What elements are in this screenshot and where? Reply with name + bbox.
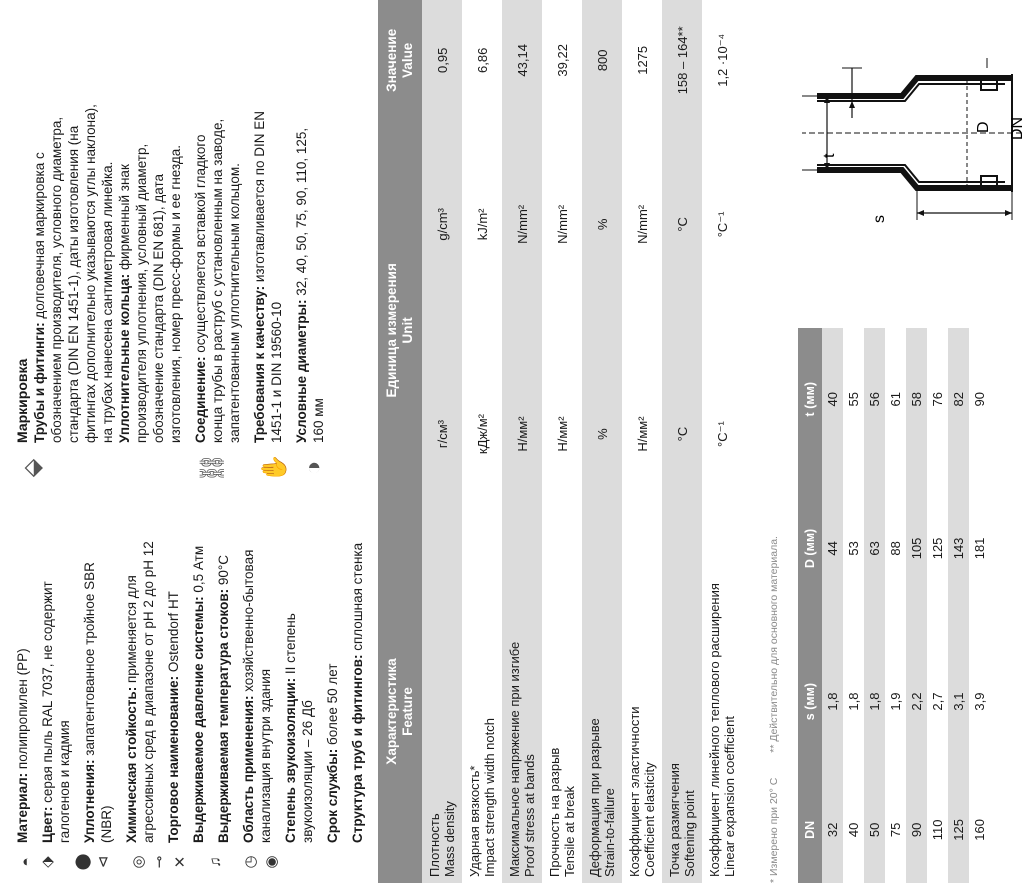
dims-cell: 110 bbox=[927, 777, 948, 883]
dims-cell: 55 bbox=[843, 328, 864, 470]
value-header: Значение Value bbox=[378, 0, 422, 121]
property-row bbox=[622, 0, 662, 883]
spec-chemical: Химическая стойкость: применяется для агрессивных сред в диапазоне от pH 2 до pH 12 bbox=[124, 541, 156, 843]
property-unit-en: °C⁻¹ bbox=[702, 121, 742, 329]
gauge-icon: ◎ bbox=[130, 855, 147, 869]
drawing-label-d: D bbox=[975, 121, 992, 133]
dims-cell: 61 bbox=[885, 328, 906, 470]
property-row bbox=[582, 0, 622, 883]
property-value: 6,86 bbox=[462, 0, 502, 121]
dims-cell: 58 bbox=[906, 328, 927, 470]
target-icon: ◉ bbox=[263, 855, 280, 869]
dims-cell: 90 bbox=[969, 328, 990, 470]
property-unit-ru: Н/мм² bbox=[542, 328, 582, 540]
property-feature: Коэффициент линейного теплового расширения Linear expansion coefficient bbox=[702, 540, 742, 883]
property-unit-ru: % bbox=[582, 328, 622, 540]
dims-row bbox=[906, 328, 927, 883]
spec-icons bbox=[18, 847, 280, 877]
dims-row bbox=[885, 328, 906, 883]
property-unit-en: N/mm² bbox=[542, 121, 582, 329]
dims-header-cell: D (мм) bbox=[798, 470, 822, 626]
property-unit-en: % bbox=[582, 121, 622, 329]
drawing-label-dn: DN bbox=[1009, 116, 1026, 140]
hand-icon: ✋ bbox=[261, 453, 288, 483]
spec-lifetime: Срок службы: более 50 лет bbox=[325, 663, 340, 843]
footnotes bbox=[768, 514, 780, 883]
property-row bbox=[702, 0, 742, 883]
property-unit-en: kJ/m² bbox=[462, 121, 502, 329]
dims-cell: 143 bbox=[948, 470, 969, 626]
property-feature: Точка размягчения Softening point bbox=[662, 540, 702, 883]
property-unit-ru: г/см³ bbox=[422, 328, 462, 540]
dims-cell: 3,9 bbox=[969, 626, 990, 776]
spec-sound: Степень звукоизоляции: II степень звукоизоляции – 26 Дб bbox=[283, 613, 315, 843]
dims-header-cell: s (мм) bbox=[798, 626, 822, 776]
property-value: 1,2 ·10⁻⁴ bbox=[702, 0, 742, 121]
property-value: 39,22 bbox=[542, 0, 582, 121]
property-unit-en: °C bbox=[662, 121, 702, 329]
sound-icon: ♫ bbox=[207, 856, 224, 868]
property-unit-ru: °С⁻¹ bbox=[702, 328, 742, 540]
dims-row bbox=[927, 328, 948, 883]
dims-cell: 56 bbox=[864, 328, 885, 470]
quality-text: Требования к качеству: изготавливается по DIN EN 1451-1 и DIN 19560-10 bbox=[252, 110, 284, 443]
marking-rings: Уплотнительные кольца: фирменный знак производителя уплотнения, условный диаметр, обозначение стандарта (DIN EN 681), дата изготовления, номер пресс-формы и ее гнезда. bbox=[117, 143, 183, 443]
drawing-label-s: s bbox=[871, 215, 888, 223]
dims-row bbox=[969, 328, 990, 883]
property-feature: Прочность на разрыв Tensile at break bbox=[542, 540, 582, 883]
spec-color: Цвет: серая пыль RAL 7037, не содержит галогенов и кадмия bbox=[40, 581, 72, 843]
pipe-icon: ⊲ bbox=[95, 855, 112, 869]
dims-row bbox=[822, 328, 843, 883]
spec-structure: Структура труб и фитингов: сплошная стенка bbox=[350, 542, 365, 843]
dims-cell: 75 bbox=[885, 777, 906, 883]
spec-seals: Уплотнения: запатентованное тройное SBR (NBR) bbox=[82, 562, 114, 843]
dims-cell: 53 bbox=[843, 470, 864, 626]
property-unit-ru: °С bbox=[662, 328, 702, 540]
dims-row bbox=[948, 328, 969, 883]
marking-pipes: Трубы и фитинги: долговечная маркировка с обозначением производителя, условного диаметра, стандарта (DIN EN 1451-1), даты изготовления (на фитингах дополнительно указываются углы наклона), на трубах нанесена сантиметровая линейка. bbox=[32, 104, 115, 443]
properties-header bbox=[378, 0, 422, 883]
property-feature: Ударная вязкость* Impact strength width notch bbox=[462, 540, 502, 883]
seal-icon: ⬤ bbox=[74, 853, 91, 871]
property-row bbox=[542, 0, 582, 883]
property-unit-en: N/mm² bbox=[502, 121, 542, 329]
dims-cell: 1,8 bbox=[843, 626, 864, 776]
property-feature: Деформация при разрыве Strain-to-failure bbox=[582, 540, 622, 883]
property-row bbox=[662, 0, 702, 883]
property-unit-ru: кДж/м² bbox=[462, 328, 502, 540]
dims-cell: 88 bbox=[885, 470, 906, 626]
property-value: 800 bbox=[582, 0, 622, 121]
dims-cell: 160 bbox=[969, 777, 990, 883]
dims-cell: 76 bbox=[927, 328, 948, 470]
pipe-socket-drawing bbox=[792, 8, 1027, 228]
dims-cell: 125 bbox=[927, 470, 948, 626]
dims-cell: 181 bbox=[969, 470, 990, 626]
dims-cell: 63 bbox=[864, 470, 885, 626]
marking-column bbox=[14, 103, 335, 443]
material-icon: ◓ bbox=[18, 857, 35, 867]
dims-cell: 2,2 bbox=[906, 626, 927, 776]
dims-cell: 1,8 bbox=[864, 626, 885, 776]
dims-cell: 2,7 bbox=[927, 626, 948, 776]
unit-header: Единица измерения Unit bbox=[378, 121, 422, 540]
dims-cell: 1,8 bbox=[822, 626, 843, 776]
dims-header-cell: t (мм) bbox=[798, 328, 822, 470]
property-unit-ru: Н/мм² bbox=[622, 328, 662, 540]
dims-cell: 3,1 bbox=[948, 626, 969, 776]
diameters-text: Условные диаметры: 32, 40, 50, 75, 90, 110, 125, 160 мм bbox=[294, 127, 326, 443]
tag-icon: ⬙ bbox=[19, 458, 46, 478]
dims-cell: 125 bbox=[948, 777, 969, 883]
spec-temperature: Выдерживаемая температура стоков: 90°C bbox=[216, 554, 231, 843]
dims-row bbox=[843, 328, 864, 883]
property-value: 0,95 bbox=[422, 0, 462, 121]
feature-header: Характеристика Feature bbox=[378, 540, 422, 883]
globe-icon: ◑ bbox=[300, 460, 327, 476]
dims-cell: 90 bbox=[906, 777, 927, 883]
marking-heading: Маркировка bbox=[14, 358, 30, 443]
property-row bbox=[502, 0, 542, 883]
property-value: 1275 bbox=[622, 0, 662, 121]
dimensions-table bbox=[798, 328, 990, 883]
property-value: 43,14 bbox=[502, 0, 542, 121]
dims-cell: 32 bbox=[822, 777, 843, 883]
dims-cell: 105 bbox=[906, 470, 927, 626]
dims-cell: 50 bbox=[864, 777, 885, 883]
dims-cell: 40 bbox=[822, 328, 843, 470]
dims-row bbox=[864, 328, 885, 883]
dims-cell: 82 bbox=[948, 328, 969, 470]
spec-trade-name: Торговое наименование: Ostendorf HT bbox=[166, 591, 181, 843]
property-row bbox=[462, 0, 502, 883]
specs-column bbox=[14, 533, 374, 843]
property-feature: Плотность Mass density bbox=[422, 540, 462, 883]
property-unit-en: g/cm³ bbox=[422, 121, 462, 329]
color-icon: ⬗ bbox=[39, 856, 56, 868]
property-row bbox=[422, 0, 462, 883]
spec-material: Материал: полипропилен (PP) bbox=[15, 648, 30, 843]
property-feature: Максимальное напряжение при изгибе Proof stress at bands bbox=[502, 540, 542, 883]
connection-text: Соединение: осуществляется вставкой гладкого конца трубы в раструб с установленным на заводе, запатентованным уплотнительным кольцом. bbox=[193, 118, 242, 443]
property-feature: Коэффициент эластичности Coefficient elasticity bbox=[622, 540, 662, 883]
properties-table bbox=[378, 0, 742, 883]
footnote-2: ** Действительно для основного материала. bbox=[768, 536, 780, 753]
dims-header-cell: DN bbox=[798, 777, 822, 883]
thermometer-icon: ⊸ bbox=[151, 855, 168, 869]
dims-cell: 1,9 bbox=[885, 626, 906, 776]
spec-application: Область применения: хозяйственно-бытовая канализация внутри здания bbox=[241, 549, 273, 843]
clock-icon: ◷ bbox=[242, 855, 259, 869]
footnote-1: * Измерено при 20° С bbox=[768, 777, 780, 883]
drawing-label-t: t bbox=[821, 153, 838, 158]
property-value: 158 – 164** bbox=[662, 0, 702, 121]
property-unit-ru: Н/мм² bbox=[502, 328, 542, 540]
link-icon: ⛓ bbox=[199, 452, 226, 483]
dims-cell: 44 bbox=[822, 470, 843, 626]
spec-pressure: Выдерживаемое давление системы: 0,5 Атм bbox=[191, 545, 206, 843]
property-unit-en: N/mm² bbox=[622, 121, 662, 329]
wrench-icon: ✕ bbox=[172, 855, 189, 869]
dims-cell: 40 bbox=[843, 777, 864, 883]
